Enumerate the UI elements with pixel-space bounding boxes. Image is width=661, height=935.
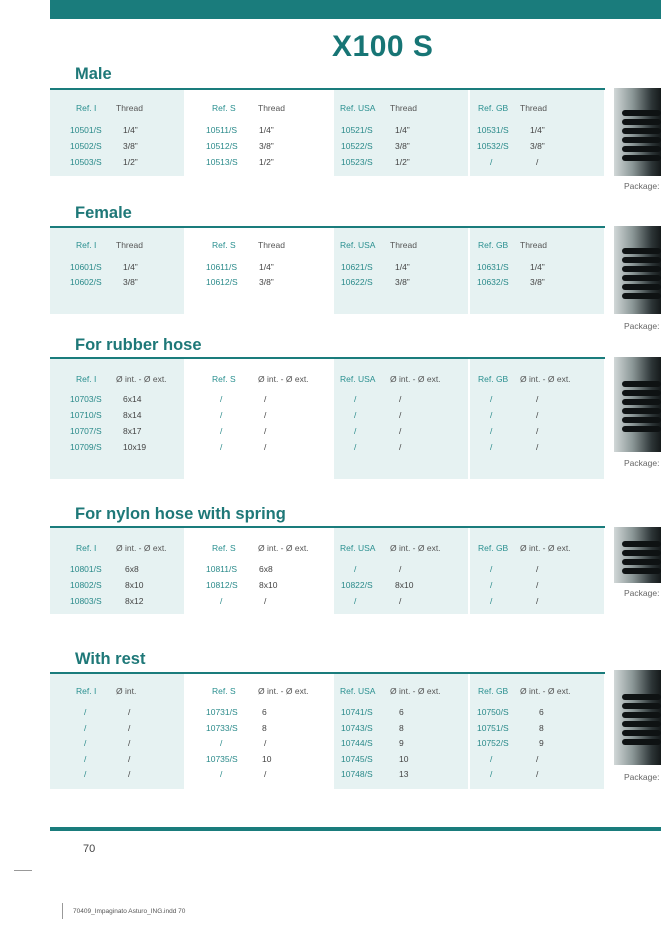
ref-code: / — [84, 753, 87, 764]
ref-code: / — [490, 596, 493, 606]
ref-code: 10741/S — [341, 707, 373, 717]
coupling-ring — [622, 703, 661, 709]
spec-value: / — [536, 157, 539, 167]
coupling-ring — [622, 275, 661, 281]
spec-table — [50, 674, 605, 789]
spec-value: 6x8 — [125, 564, 139, 574]
ref-code: 10523/S — [341, 157, 373, 167]
spec-value: 1/4” — [123, 125, 138, 135]
spec-value: 10 — [262, 753, 272, 764]
coupling-ring — [622, 550, 661, 556]
package-label: Package: — [624, 181, 660, 191]
ref-code: 10733/S — [206, 722, 238, 733]
column-header: Ø int. - Ø ext. — [390, 543, 441, 553]
ref-code: / — [220, 769, 223, 779]
coupling-ring — [622, 730, 661, 736]
column-header: Ø int. - Ø ext. — [258, 686, 309, 696]
ref-code: / — [220, 410, 223, 420]
spec-value: / — [536, 442, 539, 452]
ref-code: 10602/S — [70, 277, 102, 287]
spec-value: / — [128, 753, 131, 764]
spec-value: 10 — [399, 753, 409, 764]
spec-value: / — [264, 596, 267, 606]
spec-value: / — [536, 596, 539, 606]
page-number: 70 — [83, 843, 96, 855]
spec-value: 8x10 — [395, 580, 414, 590]
spec-value: 1/4” — [395, 262, 410, 272]
coupling-ring — [622, 266, 661, 272]
spec-value: 8 — [539, 722, 544, 733]
ref-code: / — [84, 707, 87, 717]
ref-code: / — [354, 394, 357, 404]
coupling-ring — [622, 739, 661, 745]
spec-value: 8x17 — [123, 426, 142, 436]
ref-code: 10811/S — [206, 564, 238, 574]
section-title: Female — [75, 204, 132, 222]
ref-code: 10743/S — [341, 722, 373, 733]
coupling-ring — [622, 559, 661, 565]
column-header: Thread — [258, 240, 285, 250]
spec-value: / — [128, 738, 131, 748]
column-header: Ref. I — [76, 686, 97, 696]
spec-value: 6x8 — [259, 564, 273, 574]
ref-code: 10511/S — [206, 125, 238, 135]
spec-value: / — [399, 442, 402, 452]
ref-code: / — [84, 769, 87, 779]
spec-value: 3/8” — [259, 277, 274, 287]
column-header: Ref. I — [76, 240, 97, 250]
column-header: Ref. USA — [340, 103, 376, 113]
package-label: Package: — [624, 588, 660, 598]
coupling-ring — [622, 293, 661, 299]
spec-value: 8 — [399, 722, 404, 733]
ref-code: 10522/S — [341, 141, 373, 151]
column-header: Ref. GB — [478, 103, 509, 113]
coupling-ring — [622, 417, 661, 423]
section-title: Male — [75, 65, 112, 83]
ref-code: 10622/S — [341, 277, 373, 287]
column-header: Ref. USA — [340, 240, 376, 250]
spec-value: 3/8” — [530, 277, 545, 287]
coupling-ring — [622, 146, 661, 152]
coupling-ring — [622, 155, 661, 161]
ref-code: / — [490, 564, 493, 574]
product-photo — [614, 226, 661, 314]
ref-code: 10745/S — [341, 753, 373, 764]
ref-code: 10812/S — [206, 580, 238, 590]
ref-code: / — [490, 442, 493, 452]
ref-code: 10822/S — [341, 580, 373, 590]
spec-table — [50, 90, 605, 176]
spec-value: 3/8” — [259, 141, 274, 151]
spec-value: / — [264, 442, 267, 452]
coupling-ring — [622, 721, 661, 727]
spec-value: 1/4” — [123, 262, 138, 272]
ref-code: 10752/S — [477, 738, 509, 748]
spec-value: 1/4” — [530, 125, 545, 135]
spec-value: / — [128, 769, 131, 779]
ref-code: 10632/S — [477, 277, 509, 287]
spec-value: / — [264, 410, 267, 420]
column-header: Thread — [390, 103, 417, 113]
spec-value: 8x12 — [125, 596, 144, 606]
coupling-ring — [622, 128, 661, 134]
spec-value: / — [536, 426, 539, 436]
spec-table — [50, 359, 605, 479]
product-photo — [614, 670, 661, 765]
spec-table — [50, 528, 605, 614]
spec-value: 13 — [399, 769, 409, 779]
ref-code: / — [490, 157, 493, 167]
ref-code: 10735/S — [206, 753, 238, 764]
coupling-ring — [622, 137, 661, 143]
ref-code: 10748/S — [341, 769, 373, 779]
spec-value: / — [399, 564, 402, 574]
spec-value: / — [536, 753, 539, 764]
ref-code: 10803/S — [70, 596, 102, 606]
ref-code: 10703/S — [70, 394, 102, 404]
coupling-ring — [622, 568, 661, 574]
column-header: Ø int. - Ø ext. — [116, 374, 167, 384]
ref-code: 10502/S — [70, 141, 102, 151]
spec-value: / — [264, 738, 267, 748]
ref-code: / — [354, 442, 357, 452]
spec-value: 8 — [262, 722, 267, 733]
ref-code: / — [490, 426, 493, 436]
column-header: Ø int. - Ø ext. — [390, 374, 441, 384]
column-header: Ref. S — [212, 543, 236, 553]
spec-value: / — [399, 394, 402, 404]
spec-value: / — [536, 410, 539, 420]
column-header: Ref. GB — [478, 240, 509, 250]
coupling-ring — [622, 284, 661, 290]
spec-value: 6 — [539, 707, 544, 717]
column-header: Ref. S — [212, 103, 236, 113]
spec-value: 6 — [399, 707, 404, 717]
package-label: Package: — [624, 321, 660, 331]
ref-code: 10801/S — [70, 564, 102, 574]
ref-code: / — [354, 596, 357, 606]
coupling-ring — [622, 248, 661, 254]
column-header: Ref. GB — [478, 543, 509, 553]
column-header: Ø int. - Ø ext. — [258, 374, 309, 384]
coupling-ring — [622, 426, 661, 432]
spec-value: / — [536, 564, 539, 574]
coupling-ring — [622, 712, 661, 718]
ref-code: 10501/S — [70, 125, 102, 135]
column-header: Thread — [116, 103, 143, 113]
package-label: Package: — [624, 458, 660, 468]
spec-value: 3/8” — [123, 277, 138, 287]
column-header: Ref. S — [212, 686, 236, 696]
ref-code: 10503/S — [70, 157, 102, 167]
spec-table — [50, 228, 605, 314]
ref-code: 10707/S — [70, 426, 102, 436]
column-header: Ref. USA — [340, 686, 376, 696]
package-label: Package: — [624, 772, 660, 782]
column-header: Ø int. - Ø ext. — [520, 686, 571, 696]
spec-value: 1/2” — [395, 157, 410, 167]
coupling-ring — [622, 399, 661, 405]
spec-value: 1/4” — [530, 262, 545, 272]
coupling-ring — [622, 381, 661, 387]
spec-value: / — [399, 426, 402, 436]
ref-code: 10631/S — [477, 262, 509, 272]
ref-code: 10744/S — [341, 738, 373, 748]
spec-value: / — [128, 722, 131, 733]
spec-value: 6 — [262, 707, 267, 717]
column-header: Ø int. — [116, 686, 137, 696]
coupling-ring — [622, 119, 661, 125]
ref-code: 10750/S — [477, 707, 509, 717]
ref-code: 10512/S — [206, 141, 238, 151]
spec-value: / — [399, 410, 402, 420]
column-header: Thread — [258, 103, 285, 113]
spec-value: 8x10 — [259, 580, 278, 590]
ref-code: 10531/S — [477, 125, 509, 135]
column-header: Ref. I — [76, 103, 97, 113]
ref-code: / — [84, 738, 87, 748]
ref-code: 10611/S — [206, 262, 238, 272]
ref-code: / — [220, 442, 223, 452]
column-header: Ø int. - Ø ext. — [520, 374, 571, 384]
column-header: Ref. GB — [478, 374, 509, 384]
product-photo — [614, 88, 661, 176]
coupling-ring — [622, 541, 661, 547]
page-title: X100 S — [332, 30, 434, 63]
spec-value: 9 — [539, 738, 544, 748]
column-header: Ref. S — [212, 374, 236, 384]
ref-code: 10612/S — [206, 277, 238, 287]
ref-code: / — [84, 722, 87, 733]
spec-value: / — [264, 394, 267, 404]
column-header: Ref. USA — [340, 543, 376, 553]
column-header: Ref. GB — [478, 686, 509, 696]
column-header: Ref. I — [76, 543, 97, 553]
ref-code: / — [220, 426, 223, 436]
ref-code: 10709/S — [70, 442, 102, 452]
ref-code: / — [354, 564, 357, 574]
coupling-ring — [622, 694, 661, 700]
spec-value: 6x14 — [123, 394, 142, 404]
spec-value: 1/2” — [259, 157, 274, 167]
column-header: Ø int. - Ø ext. — [258, 543, 309, 553]
product-photo — [614, 357, 661, 452]
spec-value: 1/2” — [123, 157, 138, 167]
coupling-ring — [622, 110, 661, 116]
ref-code: 10802/S — [70, 580, 102, 590]
column-header: Ø int. - Ø ext. — [390, 686, 441, 696]
ref-code: 10513/S — [206, 157, 238, 167]
coupling-ring — [622, 390, 661, 396]
column-header: Thread — [116, 240, 143, 250]
footer-file-name: 70409_Impaginato Asturo_ING.indd 70 — [73, 908, 186, 915]
ref-code: / — [490, 394, 493, 404]
crop-mark — [62, 903, 63, 919]
spec-value: / — [399, 596, 402, 606]
spec-value: / — [264, 426, 267, 436]
spec-value: 8x10 — [125, 580, 144, 590]
column-header: Ref. I — [76, 374, 97, 384]
coupling-ring — [622, 408, 661, 414]
ref-code: 10521/S — [341, 125, 373, 135]
column-header: Ref. USA — [340, 374, 376, 384]
spec-value: 3/8” — [395, 141, 410, 151]
ref-code: / — [490, 769, 493, 779]
spec-value: 10x19 — [123, 442, 147, 452]
ref-code: / — [490, 410, 493, 420]
ref-code: 10621/S — [341, 262, 373, 272]
ref-code: 10710/S — [70, 410, 102, 420]
spec-value: 9 — [399, 738, 404, 748]
spec-value: 1/4” — [259, 125, 274, 135]
ref-code: / — [220, 596, 223, 606]
crop-mark — [14, 870, 32, 871]
spec-value: 1/4” — [259, 262, 274, 272]
section-title: With rest — [75, 650, 146, 668]
ref-code: / — [354, 410, 357, 420]
column-header: Ø int. - Ø ext. — [520, 543, 571, 553]
spec-value: / — [128, 707, 131, 717]
spec-value: 1/4” — [395, 125, 410, 135]
section-title: For rubber hose — [75, 336, 202, 354]
ref-code: 10751/S — [477, 722, 509, 733]
column-header: Thread — [520, 103, 547, 113]
top-accent-bar — [50, 0, 661, 19]
spec-value: / — [536, 769, 539, 779]
spec-value: 3/8” — [395, 277, 410, 287]
ref-code: 10532/S — [477, 141, 509, 151]
coupling-ring — [622, 257, 661, 263]
bottom-accent-bar — [50, 827, 661, 831]
ref-code: 10731/S — [206, 707, 238, 717]
column-header: Ø int. - Ø ext. — [116, 543, 167, 553]
column-header: Thread — [390, 240, 417, 250]
spec-value: 3/8” — [123, 141, 138, 151]
spec-value: 3/8” — [530, 141, 545, 151]
section-title: For nylon hose with spring — [75, 505, 286, 523]
spec-value: 8x14 — [123, 410, 142, 420]
ref-code: / — [220, 394, 223, 404]
spec-value: / — [536, 580, 539, 590]
spec-value: / — [264, 769, 267, 779]
column-header: Thread — [520, 240, 547, 250]
product-photo — [614, 527, 661, 583]
ref-code: / — [490, 580, 493, 590]
ref-code: / — [220, 738, 223, 748]
ref-code: / — [490, 753, 493, 764]
column-header: Ref. S — [212, 240, 236, 250]
ref-code: 10601/S — [70, 262, 102, 272]
spec-value: / — [536, 394, 539, 404]
ref-code: / — [354, 426, 357, 436]
